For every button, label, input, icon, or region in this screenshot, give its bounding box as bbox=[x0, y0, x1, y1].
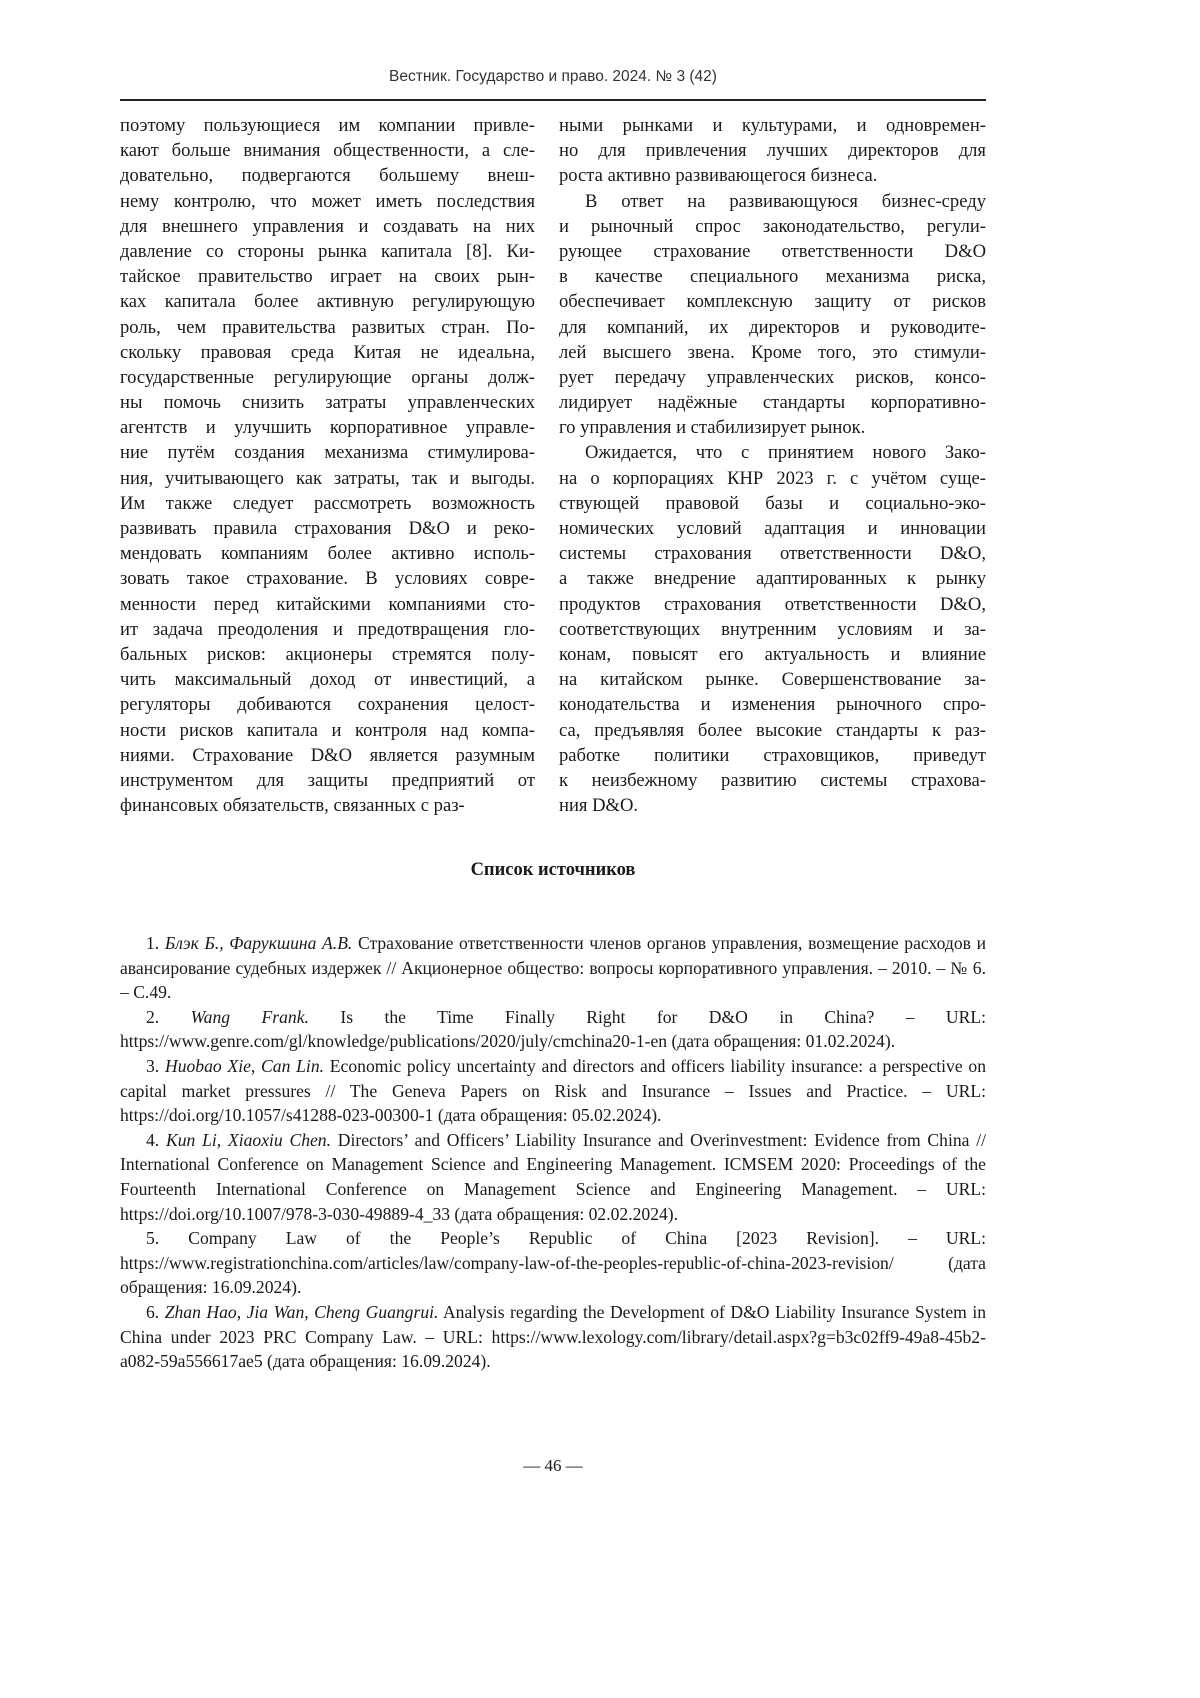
text-line: давление со стороны рынка капитала [8]. Ки- bbox=[120, 239, 535, 264]
text-line: скольку правовая среда Китая не идеальна, bbox=[120, 340, 535, 365]
reference-item bbox=[120, 1128, 986, 1226]
reference-number: 1. bbox=[146, 933, 159, 953]
text-line: мендовать компаниям более активно исполь- bbox=[120, 541, 535, 566]
reference-text: Directors’ and Officers’ Liability Insurance and Overinvestment: Evidence from China // International Conference on Management Science and Engineering Management. ICMSEM 2020: Proceedings of the Fourteenth International Conference on Management Science and Engineering Management. – URL: https://doi.org/10.1007/978-3-030-49889-4_33 (дата обращения: 02.02.2024). bbox=[120, 1130, 986, 1224]
text-line: государственные регулирующие органы долж- bbox=[120, 365, 535, 390]
reference-number: 4. bbox=[146, 1130, 159, 1150]
text-line: довательно, подвергаются большему внеш- bbox=[120, 163, 535, 188]
text-line: чить максимальный доход от инвестиций, а bbox=[120, 667, 535, 692]
reference-author: Wang Frank. bbox=[191, 1007, 309, 1027]
text-line: зовать такое страхование. В условиях совре- bbox=[120, 566, 535, 591]
text-line: кают больше внимания общественности, а сле- bbox=[120, 138, 535, 163]
text-line: обеспечивает комплексную защиту от рисков bbox=[559, 289, 986, 314]
text-line: а также внедрение адаптированных к рынку bbox=[559, 566, 986, 591]
text-line: ниями. Страхование D&O является разумным bbox=[120, 743, 535, 768]
text-line: лей высшего звена. Кроме того, это стимули- bbox=[559, 340, 986, 365]
text-line: продуктов страхования ответственности D&O, bbox=[559, 592, 986, 617]
reference-item bbox=[120, 931, 986, 1005]
text-line: регуляторы добиваются сохранения целост- bbox=[120, 692, 535, 717]
text-line: ит задача преодоления и предотвращения гло- bbox=[120, 617, 535, 642]
text-line: нему контролю, что может иметь последствия bbox=[120, 189, 535, 214]
reference-text: Company Law of the People’s Republic of China [2023 Revision]. – URL: https://www.registrationchina.com/articles/law/company-law-of-the-peoples-republic-of-china-2023-revision/ (дата обращения: 16.09.2024). bbox=[120, 1228, 986, 1297]
text-line: ствующей правовой базы и социально-эко- bbox=[559, 491, 986, 516]
text-line: конам, повысят его актуальность и влияние bbox=[559, 642, 986, 667]
text-line: го управления и стабилизирует рынок. bbox=[559, 415, 986, 440]
text-line: работке политики страховщиков, приведут bbox=[559, 743, 986, 768]
text-line: Ожидается, что с принятием нового Зако- bbox=[559, 440, 986, 465]
text-line: ние путём создания механизма стимулирова- bbox=[120, 440, 535, 465]
text-line: менности перед китайскими компаниями сто- bbox=[120, 592, 535, 617]
text-line: Им также следует рассмотреть возможность bbox=[120, 491, 535, 516]
reference-author: Huobao Xie, Can Lin. bbox=[165, 1056, 324, 1076]
text-line: са, предъявляя более высокие стандарты к раз- bbox=[559, 718, 986, 743]
text-line: ны помочь снизить затраты управленческих bbox=[120, 390, 535, 415]
reference-item bbox=[120, 1300, 986, 1374]
reference-text: Economic policy uncertainty and directors and officers liability insurance: a perspective on capital market pressures // The Geneva Papers on Risk and Insurance – Issues and Practice. – URL: https://doi.org/10.1057/s41288-023-00300-1 (дата обращения: 05.02.2024). bbox=[120, 1056, 986, 1125]
text-line: лидирует надёжные стандарты корпоративно- bbox=[559, 390, 986, 415]
references-title: Список источников bbox=[120, 860, 986, 881]
reference-item bbox=[120, 1005, 986, 1054]
page-number: — 46 — bbox=[120, 1456, 986, 1476]
text-line: инструментом для защиты предприятий от bbox=[120, 768, 535, 793]
text-line: но для привлечения лучших директоров для bbox=[559, 138, 986, 163]
text-line: на о корпорациях КНР 2023 г. с учётом суще- bbox=[559, 466, 986, 491]
text-line: поэтому пользующиеся им компании привле- bbox=[120, 113, 535, 138]
text-line: соответствующих внутренним условиям и за- bbox=[559, 617, 986, 642]
left-column bbox=[120, 113, 535, 818]
text-line: роста активно развивающегося бизнеса. bbox=[559, 163, 986, 188]
text-line: агентств и улучшить корпоративное управле- bbox=[120, 415, 535, 440]
reference-number: 6. bbox=[146, 1302, 159, 1322]
text-line: В ответ на развивающуюся бизнес-среду bbox=[559, 189, 986, 214]
text-line: ках капитала более активную регулирующую bbox=[120, 289, 535, 314]
reference-author: Kun Li, Xiaoxiu Chen. bbox=[166, 1130, 331, 1150]
text-line: ными рынками и культурами, и одновремен- bbox=[559, 113, 986, 138]
text-line: тайское правительство играет на своих рын- bbox=[120, 264, 535, 289]
reference-text: Analysis regarding the Development of D&O Liability Insurance System in China under 2023 PRC Company Law. – URL: https://www.lexology.com/library/detail.aspx?g=b3c02ff9-49a8-45b2-a082-59a556617ae5 (дата обращения: 16.09.2024). bbox=[120, 1302, 986, 1371]
right-column bbox=[559, 113, 986, 818]
text-line: ности рисков капитала и контроля над компа- bbox=[120, 718, 535, 743]
journal-header: Вестник. Государство и право. 2024. № 3 (42) bbox=[120, 68, 986, 86]
reference-item bbox=[120, 1054, 986, 1128]
text-line: конодательства и изменения рыночного спро- bbox=[559, 692, 986, 717]
text-line: развивать правила страхования D&O и реко- bbox=[120, 516, 535, 541]
text-line: системы страхования ответственности D&O, bbox=[559, 541, 986, 566]
text-line: ния D&O. bbox=[559, 793, 986, 818]
text-line: для компаний, их директоров и руководите- bbox=[559, 315, 986, 340]
reference-author: Zhan Hao, Jia Wan, Cheng Guangrui. bbox=[165, 1302, 439, 1322]
text-line: ния, учитывающего как затраты, так и выгоды. bbox=[120, 466, 535, 491]
reference-number: 2. bbox=[146, 1007, 159, 1027]
text-line: и рыночный спрос законодательство, регули- bbox=[559, 214, 986, 239]
references-list bbox=[120, 931, 986, 1374]
text-line: для внешнего управления и создавать на них bbox=[120, 214, 535, 239]
reference-number: 5. bbox=[146, 1228, 159, 1248]
text-line: на китайском рынке. Совершенствование за- bbox=[559, 667, 986, 692]
text-line: роль, чем правительства развитых стран. По- bbox=[120, 315, 535, 340]
text-line: рует передачу управленческих рисков, консо- bbox=[559, 365, 986, 390]
text-line: номических условий адаптация и инновации bbox=[559, 516, 986, 541]
reference-number: 3. bbox=[146, 1056, 159, 1076]
text-line: бальных рисков: акционеры стремятся полу- bbox=[120, 642, 535, 667]
text-line: в качестве специального механизма риска, bbox=[559, 264, 986, 289]
text-line: финансовых обязательств, связанных с раз- bbox=[120, 793, 535, 818]
text-line: к неизбежному развитию системы страхова- bbox=[559, 768, 986, 793]
reference-item bbox=[120, 1226, 986, 1300]
reference-text: Is the Time Finally Right for D&O in China? – URL: https://www.genre.com/gl/knowledge/publications/2020/july/cmchina20-1-en (дата обращения: 01.02.2024). bbox=[120, 1007, 986, 1052]
reference-text: Страхование ответственности членов органов управления, возмещение расходов и авансирование судебных издержек // Акционерное общество: вопросы корпоративного управления. – 2010. – № 6. – С.49. bbox=[120, 933, 986, 1002]
text-line: рующее страхование ответственности D&O bbox=[559, 239, 986, 264]
reference-author: Блэк Б., Фарукшина А.В. bbox=[165, 933, 353, 953]
header-divider bbox=[120, 99, 986, 101]
